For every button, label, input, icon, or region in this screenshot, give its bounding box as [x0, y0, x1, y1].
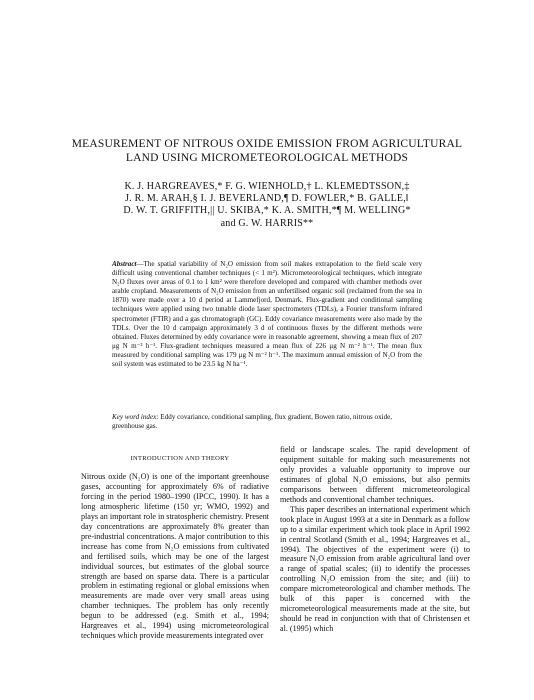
abstract-label: Abstract [112, 260, 137, 268]
author-line: and G. W. HARRIS** [220, 217, 314, 229]
keywords-label: Key word index: [112, 413, 159, 421]
paper-title: MEASUREMENT OF NITROUS OXIDE EMISSION FROM AGRICULTURAL LAND USING MICROMETEOROLOGICAL METHODS [71, 138, 463, 164]
body-paragraph: field or landscape scales. The rapid development of equipment suitable for making such measurements not only provides a valuable opportunity to improve our estimates of global N₂O emissions, but also permits comparisons between different micrometeorological methods and conventional chamber techniques. [280, 445, 470, 504]
left-column [81, 472, 269, 641]
author-list [70, 181, 464, 230]
keywords-text: Eddy covariance, conditional sampling, flux gradient, Bowen ratio, nitrous oxide, greenhouse gas. [112, 413, 393, 431]
abstract [112, 260, 422, 369]
body-paragraph: Nitrous oxide (N₂O) is one of the important greenhouse gases, accounting for approximately 6% of radiative forcing in the period 1980–1990 (IPCC, 1990). It has a long atmospheric lifetime (150 yr; WMO, 1992) and plays an important role in stratospheric chemistry. Present day concentrations are approximately 8% greater than pre-industrial concentrations. A major contribution to this increase has come from N₂O emissions from cultivated and fertilised soils, which may be one of the largest individual sources, but estimates of the global source strength are based on sparse data. There is a particular problem in estimating regional or global emissions when measurements are made over very small areas using chamber techniques. The problem has only recently begun to be addressed (e.g. Smith et al., 1994; Hargreaves et al., 1994) using micrometeorological techniques which provide measurements integrated over [81, 472, 269, 641]
author-line: K. J. HARGREAVES,* F. G. WIENHOLD,† L. KLEMEDTSSON,‡ [124, 181, 410, 192]
section-heading: INTRODUCTION AND THEORY [130, 455, 230, 462]
keywords [112, 413, 422, 431]
author-line: J. R. M. ARAH,§ I. J. BEVERLAND,¶ D. FOWLER,* B. GALLE,‖ [125, 193, 409, 205]
abstract-text: —The spatial variability of N₂O emission from soil makes extrapolation to the field scale very difficult using conventional chamber techniques (< 1 m²). Micrometeorological techniques, which integrate N₂O fluxes over areas of 0.1 to 1 km² were therefore developed and compared with chamber methods over arable cropland. Measurements of N₂O emission from an unfertilised organic soil (reclaimed from the sea in 1870) were made over a 10 d period at Lammefjord, Denmark. Flux-gradient and conditional sampling techniques were applied using two tunable diode laser spectrometers (TDLs), a Fourier transform infrared spectrometer (FTIR) and a gas chromatograph (GC). Eddy covariance measurements were also made by the TDLs. Over the 10 d campaign approximately 3 d of continuous fluxes by the different methods were obtained. Fluxes determined by eddy covariance were in reasonable agreement, showing a mean flux of 207 μg N m⁻² h⁻¹. Flux-gradient techniques measured a mean flux of 226 μg N m⁻² h⁻¹. The mean flux measured by conditional sampling was 179 μg N m⁻² h⁻¹. The maximum annual emission of N₂O from the soil system was estimated to be 23.5 kg N ha⁻¹. [112, 260, 422, 369]
author-line: D. W. T. GRIFFITH,|| U. SKIBA,* K. A. SMITH,*¶ M. WELLING* [123, 205, 411, 217]
right-column [280, 445, 470, 634]
body-paragraph: This paper describes an international experiment which took place in August 1993 at a site in Denmark as a follow up to a similar experiment which took place in April 1992 in central Scotland (Smith et al., 1994; Hargreaves et al., 1994). The objectives of the experiment were (i) to measure N₂O emission from arable agricultural land over a range of spatial scales; (ii) to identify the processes controlling N₂O emission from the site; and (iii) to compare micrometeorological and chamber methods. The bulk of this paper is concerned with the micrometeorological measurements made at the site, but should be read in conjunction with that of Christensen et al. (1995) which [280, 504, 470, 634]
